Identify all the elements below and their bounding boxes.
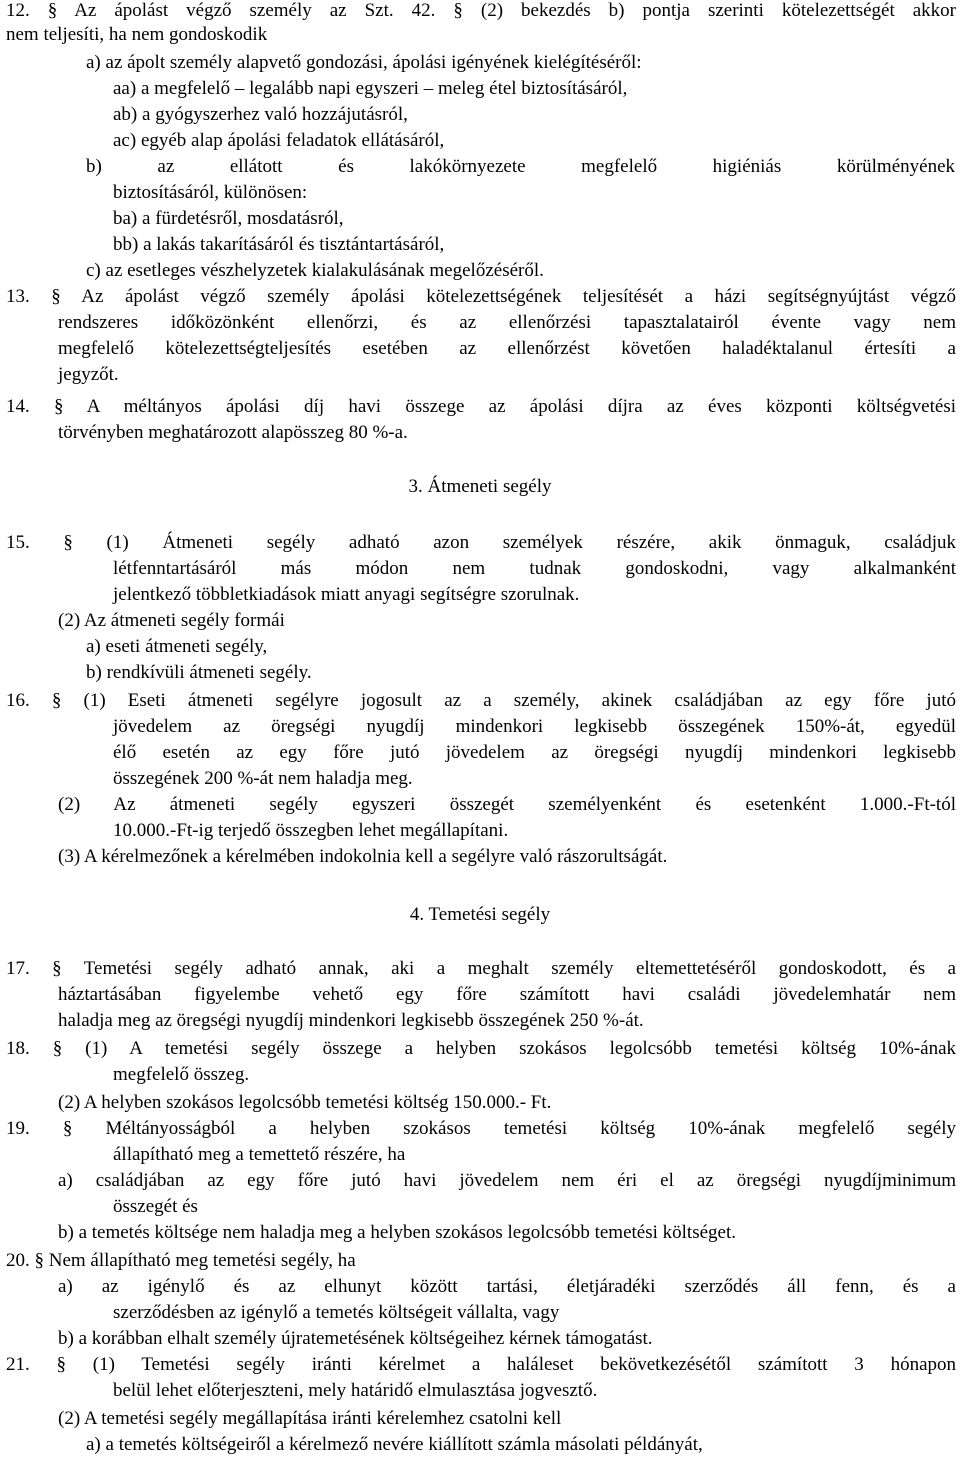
section-heading: 4. Temetési segély: [409, 904, 551, 925]
text-line: c) az esetleges vészhelyzetek kialakulásának megelőzéséről.: [86, 260, 544, 281]
text-line: ac) egyéb alap ápolási feladatok ellátásáról,: [113, 130, 445, 151]
text-line: a) a temetés költségeiről a kérelmező nevére kiállított számla másolati példányát,: [86, 1434, 703, 1455]
text-line: haladja meg az öregségi nyugdíj mindenkori legkisebb összegének 250 %-át.: [58, 1010, 644, 1031]
text-line: (2) A helyben szokásos legolcsóbb temetési költség 150.000.- Ft.: [58, 1092, 552, 1113]
text-line: élő esetén az egy főre jutó jövedelem az öregségi nyugdíj mindenkori legkisebb: [113, 742, 956, 763]
text-line: 13. § Az ápolást végző személy ápolási kötelezettségének teljesítését a házi segítségnyújtást végző: [6, 286, 956, 307]
text-line: 19. § Méltányosságból a helyben szokásos temetési költség 10%-ának megfelelő segély: [6, 1118, 956, 1139]
text-line: 18. § (1) A temetési segély összege a helyben szokásos legolcsóbb temetési költség 10%-ának: [6, 1038, 956, 1059]
text-line: ba) a fürdetésről, mosdatásról,: [113, 208, 344, 229]
text-line: megfelelő összeg.: [113, 1064, 250, 1085]
text-line: jelentkező többletkiadások miatt anyagi segítségre szorulnak.: [113, 584, 580, 605]
text-line: b) a temetés költsége nem haladja meg a helyben szokásos legolcsóbb temetési költséget.: [58, 1222, 736, 1243]
text-line: (2) Az átmeneti segély egyszeri összegét személyenként és esetenként 1.000.-Ft-tól: [58, 794, 956, 815]
text-line: belül lehet előterjeszteni, mely határidő elmulasztása jogvesztő.: [113, 1380, 598, 1401]
text-line: (2) Az átmeneti segély formái: [58, 610, 285, 631]
text-line: 16. § (1) Eseti átmeneti segélyre jogosult az a személy, akinek családjában az egy főre jutó: [6, 690, 956, 711]
text-line: törvényben meghatározott alapösszeg 80 %-a.: [58, 422, 408, 443]
text-line: (2) A temetési segély megállapítása iránti kérelemhez csatolni kell: [58, 1408, 562, 1429]
text-line: 12. § Az ápolást végző személy az Szt. 42. § (2) bekezdés b) pontja szerinti kötelezettségét akkor: [6, 0, 956, 21]
text-line: ab) a gyógyszerhez való hozzájutásról,: [113, 104, 408, 125]
text-line: 15. § (1) Átmeneti segély adható azon személyek részére, akik önmaguk, családjuk: [6, 532, 956, 553]
text-line: b) az ellátott és lakókörnyezete megfelelő higiéniás körülményének: [86, 156, 955, 177]
text-line: (3) A kérelmezőnek a kérelmében indokolnia kell a segélyre való rászorultságát.: [58, 846, 668, 867]
text-line: összegét és: [113, 1196, 198, 1217]
text-line: 10.000.-Ft-ig terjedő összegben lehet megállapítani.: [113, 820, 509, 841]
text-line: létfenntartásáról más módon nem tudnak gondoskodni, vagy alkalmanként: [113, 558, 956, 579]
text-line: 17. § Temetési segély adható annak, aki a meghalt személy eltemettetéséről gondoskodott, és a: [6, 958, 956, 979]
text-line: jövedelem az öregségi nyugdíj mindenkori legkisebb összegének 150%-át, egyedül: [113, 716, 956, 737]
text-line: 21. § (1) Temetési segély iránti kérelmet a haláleset bekövetkezésétől számított 3 hónapon: [6, 1354, 956, 1375]
text-line: nem teljesíti, ha nem gondoskodik: [6, 24, 268, 45]
text-line: 20. § Nem állapítható meg temetési segély, ha: [6, 1250, 356, 1271]
text-line: 14. § A méltányos ápolási díj havi összege az ápolási díjra az éves központi költségvetési: [6, 396, 956, 417]
text-line: a) az igénylő és az elhunyt között tartási, életjáradéki szerződés áll fenn, és a: [58, 1276, 956, 1297]
text-line: bb) a lakás takarításáról és tisztántartásáról,: [113, 234, 445, 255]
text-line: megfelelő kötelezettségteljesítés esetében az ellenőrzést követően haladéktalanul értesíti a: [58, 338, 956, 359]
text-line: háztartásában figyelembe vehető egy főre számított havi családi jövedelemhatár nem: [58, 984, 956, 1005]
text-line: a) az ápolt személy alapvető gondozási, ápolási igényének kielégítéséről:: [86, 52, 642, 73]
text-line: összegének 200 %-át nem haladja meg.: [113, 768, 413, 789]
text-line: állapítható meg a temettető részére, ha: [113, 1144, 406, 1165]
text-line: szerződésben az igénylő a temetés költségeit vállalta, vagy: [113, 1302, 560, 1323]
text-line: b) rendkívüli átmeneti segély.: [86, 662, 312, 683]
text-line: rendszeres időközönként ellenőrzi, és az ellenőrzési tapasztalatairól évente vagy nem: [58, 312, 956, 333]
text-line: a) családjában az egy főre jutó havi jövedelem nem éri el az öregségi nyugdíjminimum: [58, 1170, 956, 1191]
text-line: b) a korábban elhalt személy újratemetésének költségeihez kérnek támogatást.: [58, 1328, 653, 1349]
text-line: biztosításáról, különösen:: [113, 182, 308, 203]
text-line: a) eseti átmeneti segély,: [86, 636, 268, 657]
text-line: aa) a megfelelő – legalább napi egyszeri – meleg étel biztosításáról,: [113, 78, 628, 99]
text-line: jegyzőt.: [58, 364, 119, 385]
section-heading: 3. Átmeneti segély: [408, 476, 552, 497]
